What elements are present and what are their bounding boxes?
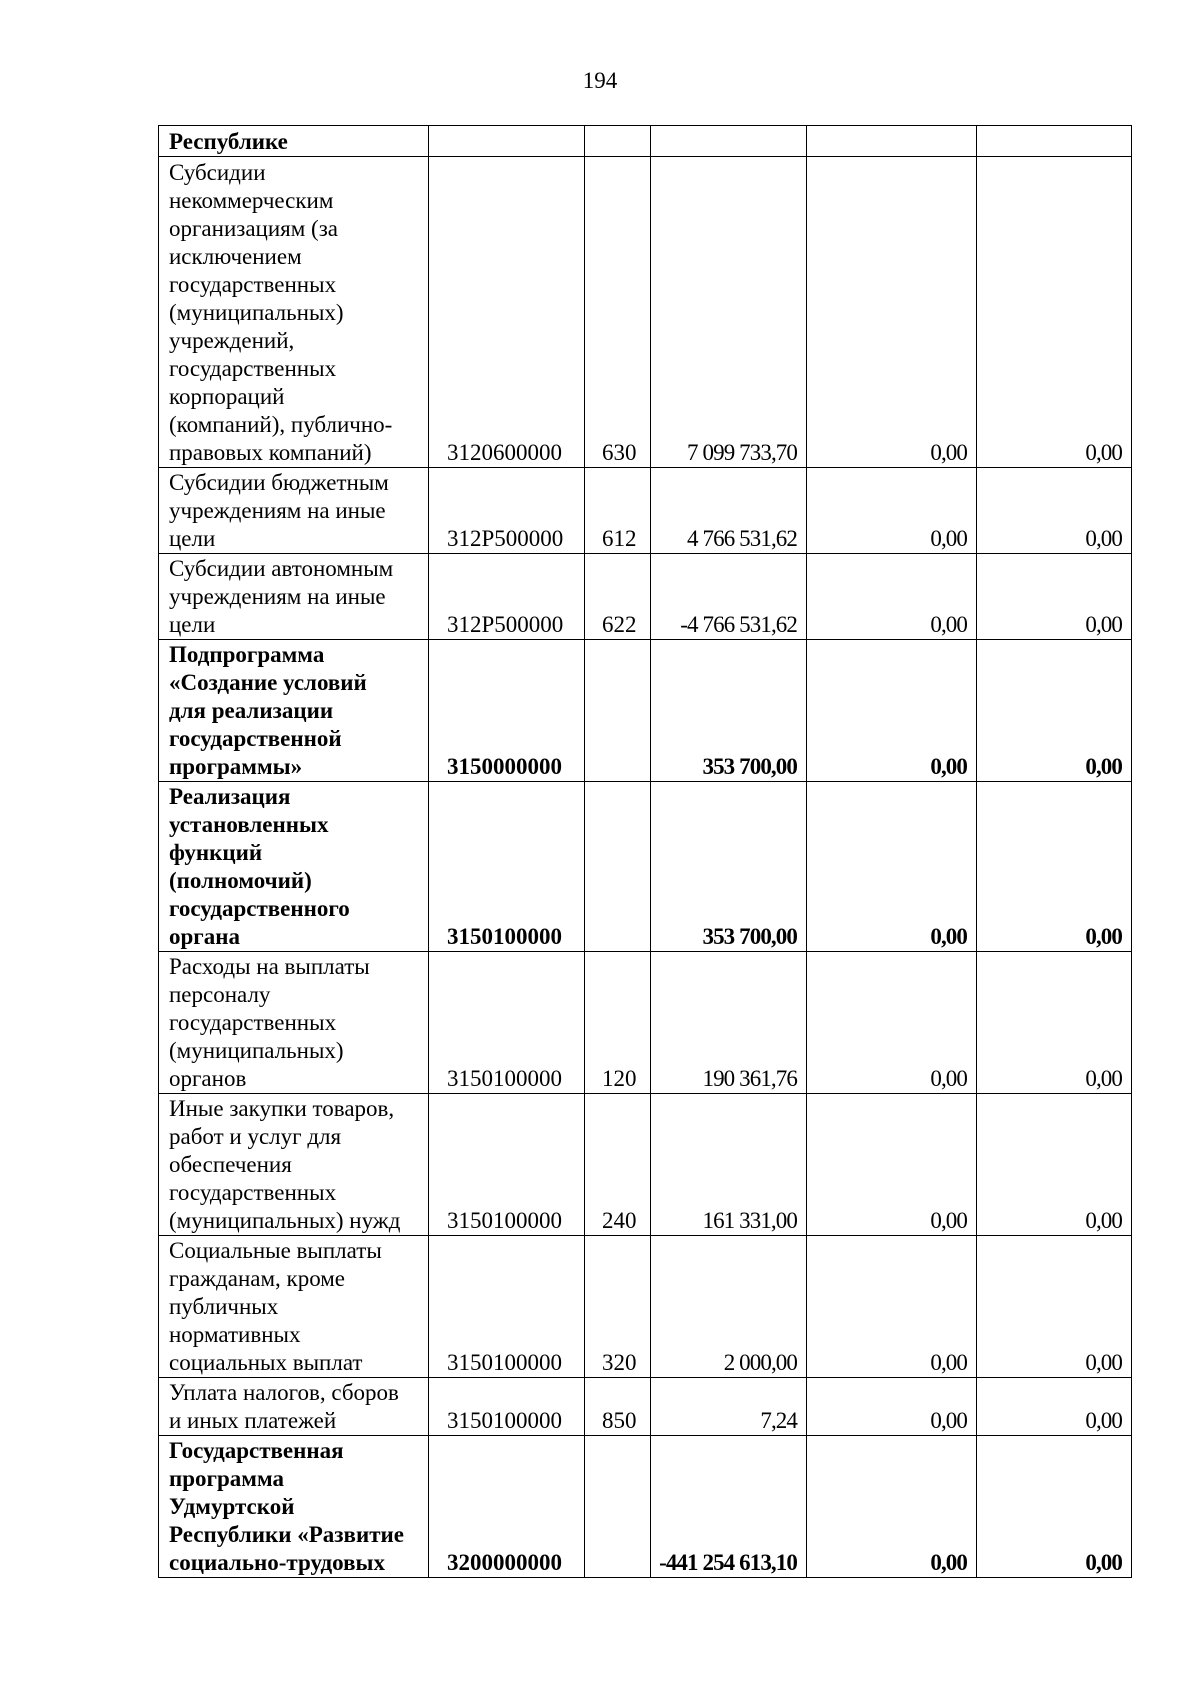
table-row bbox=[159, 782, 1132, 952]
target-code-cell: 312P500000 bbox=[429, 554, 585, 640]
table-row bbox=[159, 468, 1132, 554]
amount-cell: 7 099 733,70 bbox=[651, 157, 807, 468]
amount-cell: 353 700,00 bbox=[651, 640, 807, 782]
expense-type-cell: 850 bbox=[585, 1378, 651, 1436]
target-code-cell: 3150100000 bbox=[429, 952, 585, 1094]
expense-type-cell: 612 bbox=[585, 468, 651, 554]
plan-year-2-cell: 0,00 bbox=[977, 1094, 1132, 1236]
table-row bbox=[159, 554, 1132, 640]
row-name-cell: Реализация установленных функций (полномочий) государственного органа bbox=[159, 782, 429, 952]
amount-cell: -441 254 613,10 bbox=[651, 1436, 807, 1578]
amount-cell bbox=[651, 126, 807, 157]
plan-year-1-cell: 0,00 bbox=[807, 1236, 977, 1378]
plan-year-1-cell: 0,00 bbox=[807, 782, 977, 952]
plan-year-1-cell: 0,00 bbox=[807, 640, 977, 782]
expense-type-cell bbox=[585, 126, 651, 157]
table-row bbox=[159, 157, 1132, 468]
plan-year-2-cell: 0,00 bbox=[977, 1236, 1132, 1378]
row-name-cell: Субсидии бюджетным учреждениям на иные цели bbox=[159, 468, 429, 554]
plan-year-2-cell: 0,00 bbox=[977, 640, 1132, 782]
table-row bbox=[159, 1094, 1132, 1236]
plan-year-1-cell: 0,00 bbox=[807, 157, 977, 468]
amount-cell: 353 700,00 bbox=[651, 782, 807, 952]
expense-type-cell: 120 bbox=[585, 952, 651, 1094]
row-name-cell: Уплата налогов, сборов и иных платежей bbox=[159, 1378, 429, 1436]
target-code-cell: 3150100000 bbox=[429, 1378, 585, 1436]
plan-year-1-cell: 0,00 bbox=[807, 1436, 977, 1578]
target-code-cell: 312P500000 bbox=[429, 468, 585, 554]
plan-year-2-cell: 0,00 bbox=[977, 554, 1132, 640]
table-row bbox=[159, 1236, 1132, 1378]
plan-year-1-cell: 0,00 bbox=[807, 952, 977, 1094]
target-code-cell bbox=[429, 126, 585, 157]
table-row bbox=[159, 952, 1132, 1094]
amount-cell: 7,24 bbox=[651, 1378, 807, 1436]
row-name-cell: Социальные выплаты гражданам, кроме публичных нормативных социальных выплат bbox=[159, 1236, 429, 1378]
target-code-cell: 3200000000 bbox=[429, 1436, 585, 1578]
table-row bbox=[159, 640, 1132, 782]
plan-year-1-cell: 0,00 bbox=[807, 1094, 977, 1236]
expense-type-cell: 630 bbox=[585, 157, 651, 468]
plan-year-2-cell: 0,00 bbox=[977, 468, 1132, 554]
row-name-cell: Государственная программа Удмуртской Республики «Развитие социально-трудовых bbox=[159, 1436, 429, 1578]
plan-year-2-cell: 0,00 bbox=[977, 1378, 1132, 1436]
plan-year-2-cell: 0,00 bbox=[977, 1436, 1132, 1578]
expense-type-cell bbox=[585, 782, 651, 952]
plan-year-2-cell bbox=[977, 126, 1132, 157]
expense-type-cell: 622 bbox=[585, 554, 651, 640]
amount-cell: -4 766 531,62 bbox=[651, 554, 807, 640]
plan-year-2-cell: 0,00 bbox=[977, 952, 1132, 1094]
amount-cell: 161 331,00 bbox=[651, 1094, 807, 1236]
amount-cell: 4 766 531,62 bbox=[651, 468, 807, 554]
page-number: 194 bbox=[582, 68, 618, 93]
plan-year-1-cell: 0,00 bbox=[807, 468, 977, 554]
target-code-cell: 3150000000 bbox=[429, 640, 585, 782]
table-row bbox=[159, 126, 1132, 157]
plan-year-1-cell bbox=[807, 126, 977, 157]
expense-type-cell bbox=[585, 640, 651, 782]
target-code-cell: 3150100000 bbox=[429, 782, 585, 952]
row-name-cell: Субсидии некоммерческим организациям (за исключением государственных (муниципальных) учреждений, государственных корпораций (компаний), публично- правовых компаний) bbox=[159, 157, 429, 468]
expense-type-cell: 240 bbox=[585, 1094, 651, 1236]
row-name-cell: Иные закупки товаров, работ и услуг для обеспечения государственных (муниципальных) нужд bbox=[159, 1094, 429, 1236]
target-code-cell: 3120600000 bbox=[429, 157, 585, 468]
row-name-cell: Подпрограмма «Создание условий для реализации государственной программы» bbox=[159, 640, 429, 782]
target-code-cell: 3150100000 bbox=[429, 1094, 585, 1236]
budget-table-body bbox=[159, 126, 1132, 1578]
plan-year-2-cell: 0,00 bbox=[977, 782, 1132, 952]
plan-year-2-cell: 0,00 bbox=[977, 157, 1132, 468]
expense-type-cell: 320 bbox=[585, 1236, 651, 1378]
row-name-cell: Республике bbox=[159, 126, 429, 157]
row-name-cell: Расходы на выплаты персоналу государственных (муниципальных) органов bbox=[159, 952, 429, 1094]
plan-year-1-cell: 0,00 bbox=[807, 1378, 977, 1436]
plan-year-1-cell: 0,00 bbox=[807, 554, 977, 640]
budget-table bbox=[158, 125, 1132, 1578]
table-row bbox=[159, 1436, 1132, 1578]
table-row bbox=[159, 1378, 1132, 1436]
amount-cell: 2 000,00 bbox=[651, 1236, 807, 1378]
row-name-cell: Субсидии автономным учреждениям на иные цели bbox=[159, 554, 429, 640]
target-code-cell: 3150100000 bbox=[429, 1236, 585, 1378]
expense-type-cell bbox=[585, 1436, 651, 1578]
amount-cell: 190 361,76 bbox=[651, 952, 807, 1094]
